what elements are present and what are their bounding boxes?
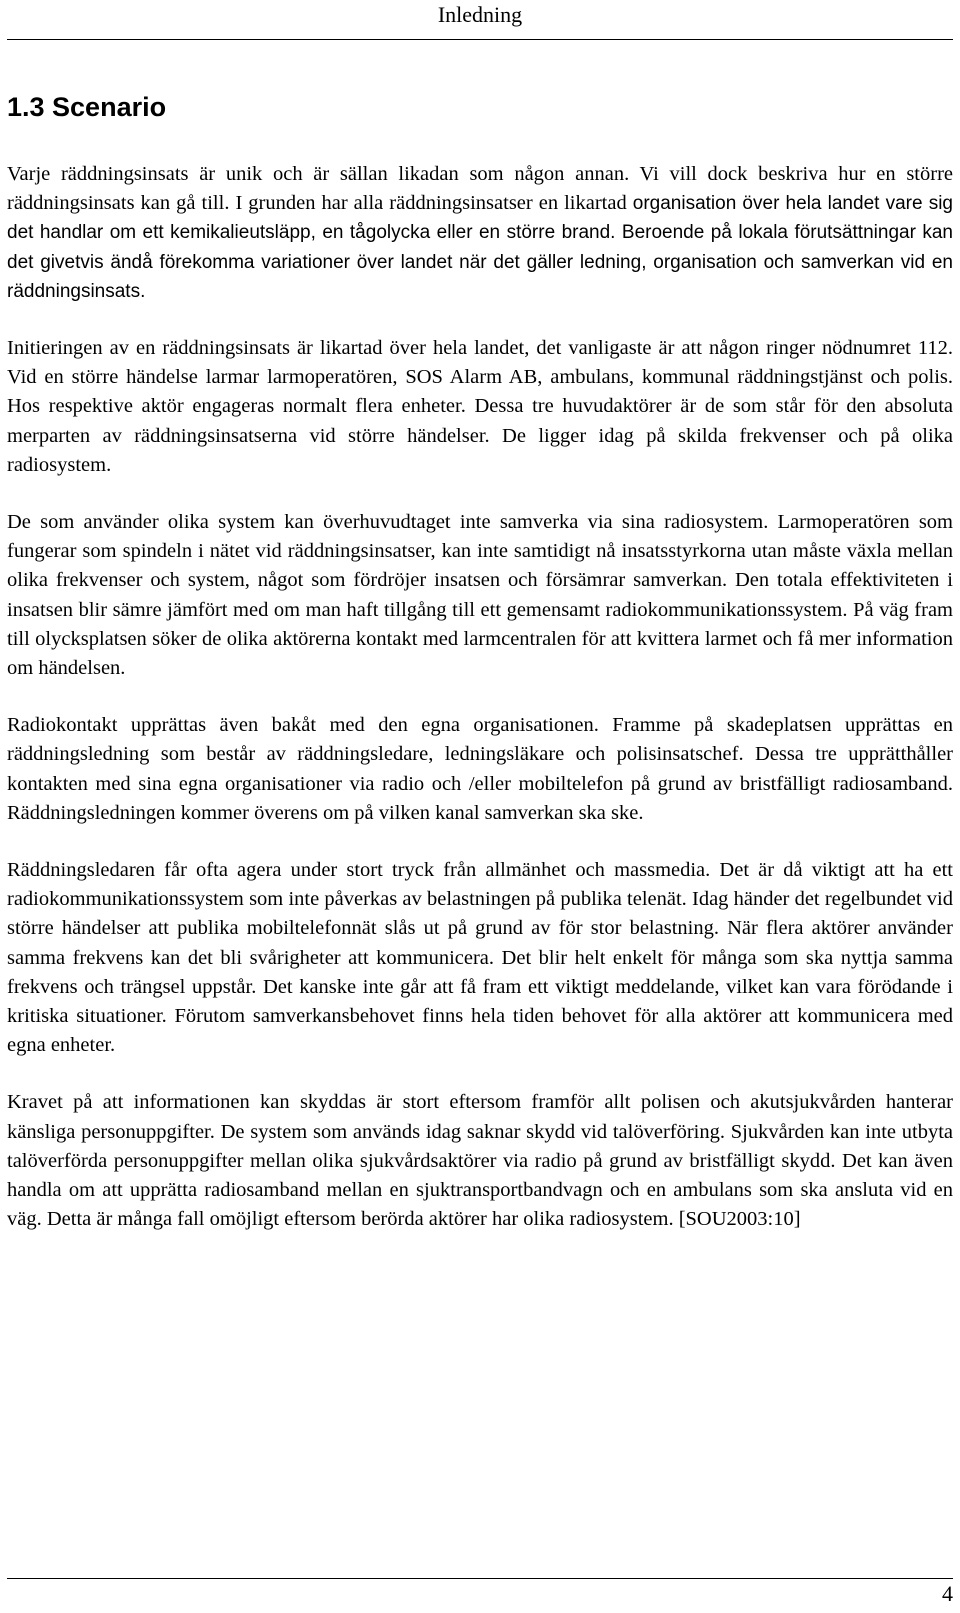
header-rule — [7, 39, 953, 40]
paragraph-1 — [7, 160, 953, 306]
page-number: 4 — [942, 1581, 953, 1606]
paragraph-5: Räddningsledaren får ofta agera under stort tryck från allmänhet och massmedia. Det är då viktigt att ha ett radiokommunikationssystem som inte påverkas av belastningen på publika telenät. Idag händer det regelbundet vid större händelser att publika mobiltelefonnät slås ut på grund av för stor belastning. När flera aktörer använder samma frekvens kan det bli svårigheter att kommunicera. Det blir helt enkelt för många som ska nyttja samma frekvens och trängsel uppstår. Det kanske inte går att få fram ett viktigt meddelande, vilket kan vara förödande i kritiska situationer. Förutom samverkansbehovet finns hela tiden behovet för alla aktörer att kommunicera med egna enheter. — [7, 859, 953, 1057]
paragraph-1-serif-intro: Varje räddningsinsats är unik och är sällan likadan som någon annan. Vi vill dock beskriva hur en större räddningsinsats kan gå till. I grunden har alla räddningsinsatser en likartad — [7, 163, 953, 215]
paragraph-2: Initieringen av en räddningsinsats är likartad över hela landet, det vanligaste är att någon ringer nödnumret 112. Vid en större händelse larmar larmoperatören, SOS Alarm AB, ambulans, kommunal räddningstjänst och polis. Hos respektive aktör engageras normalt flera enheter. Dessa tre huvudaktörer är de som står för den absoluta merparten av räddningsinsatserna vid större händelser. De ligger idag på skilda frekvenser och på olika radiosystem. — [7, 337, 953, 476]
footer-rule — [7, 1578, 953, 1579]
paragraph-1-sans-run: organisation över hela landet vare sig det handlar om ett kemikalieutsläpp, en tågolycka eller en större brand. Beroende på lokala förutsättningar kan det givetvis ändå förekomma variationer över landet när det gäller ledning, organisation och samverkan vid en räddningsinsats. — [7, 193, 953, 302]
running-header: Inledning — [437, 2, 523, 27]
body-text — [7, 160, 953, 1263]
paragraph-3: De som använder olika system kan överhuvudtaget inte samverka via sina radiosystem. Larmoperatören som fungerar som spindeln i nätet vid räddningsinsatser, kan inte samtidigt nå insatsstyrkorna utan måste växla mellan olika frekvenser och system, något som fördröjer insatsen och försämrar samverkan. Den totala effektiviteten i insatsen blir sämre jämfört med om man haft tillgång till ett gemensamt radiokommunikationssystem. På väg fram till olycksplatsen söker de olika aktörerna kontakt med larmcentralen för att kvittera larmet och få mer information om händelsen. — [7, 511, 953, 680]
section-title: 1.3 Scenario — [7, 92, 167, 122]
paragraph-4: Radiokontakt upprättas även bakåt med den egna organisationen. Framme på skadeplatsen upprättas en räddningsledning som består av räddningsledare, ledningsläkare och polisinsatschef. Dessa tre upprätthåller kontakten med sina egna organisationer via radio och /eller mobiltelefon på grund av bristfälligt radiosamband. Räddningsledningen kommer överens om på vilken kanal samverkan ska ske. — [7, 714, 953, 824]
paragraph-6: Kravet på att informationen kan skyddas är stort eftersom framför allt polisen och akutsjukvården hanterar känsliga personuppgifter. De system som används idag saknar skydd vid talöverföring. Sjukvården kan inte utbyta talöverförda personuppgifter mellan olika sjukvårdsaktörer via radio på grund av bristfälligt skydd. Det kan även handla om att upprätta radiosamband mellan en sjuktransportbandvagn och en ambulans som ska ansluta vid en väg. Detta är många fall omöjligt eftersom berörda aktörer har olika radiosystem. [SOU2003:10] — [7, 1091, 953, 1231]
